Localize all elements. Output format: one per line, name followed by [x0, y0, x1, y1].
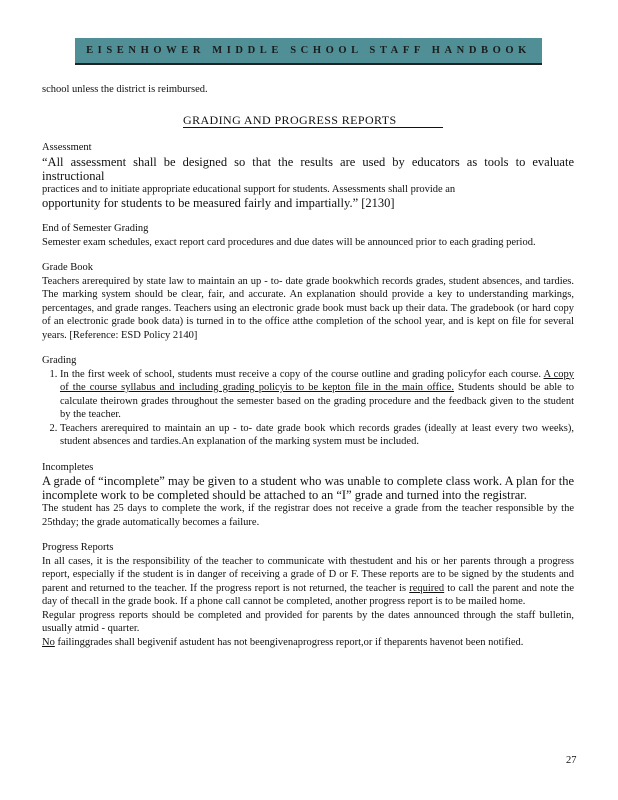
intro-line: school unless the district is reimbursed.: [42, 84, 208, 95]
assessment-quote-end: opportunity for students to be measured fairly and impartially.” [2130]: [42, 196, 395, 210]
section-title-text: GRADING AND PROGRESS REPORTS: [183, 113, 443, 128]
end-semester-text: Semester exam schedules, exact report card procedures and due dates will be announced prior to each grading period.: [42, 236, 536, 248]
progress-p1-a: In all cases, it is the responsibility of the teacher to communicate with thestudent and his or her parents through a progress report, especially if the student is in danger of receiving a grade of D or F. These reports are to be signed by the students and parent and returned to the teacher. If the progress report is not returned, the teacher is: [42, 555, 574, 594]
assessment-quote-start: “All assessment shall be designed so that the results are used by educators as tools to evaluate instructional: [42, 154, 574, 183]
assessment-quote-mid: practices and to initiate appropriate educational support for students. Assessments shall provide an: [42, 183, 456, 195]
end-semester-heading: End of Semester Grading: [42, 223, 149, 234]
progress-paragraph-2: Regular progress reports should be completed and provided for parents by the dates announced through the staff bulletin, usually atmid - quarter.: [42, 609, 574, 634]
page-content: [42, 83, 574, 649]
assessment-heading: Assessment: [42, 142, 92, 153]
incompletes-big-text: A grade of “incomplete” may be given to a student who was unable to complete class work. A plan for the incomplete work to be completed should be attached to an “I” grade and turned into the registrar.: [42, 474, 574, 502]
handbook-title: EISENHOWER MIDDLE SCHOOL STAFF HANDBOOK: [86, 45, 531, 56]
grading-item-1-b: Students should be able to calculate theirown grades throughout the semester based on the grading procedure and the feedback given to the student by the teacher.: [60, 382, 575, 420]
grading-item-2-text: Teachers arerequired to maintain an up - to- date grade book which records grades (ideally at least every two weeks), student absences and tardies.An explanation of the marking system must be included.: [60, 422, 574, 447]
grading-item-1-a: In the first week of school, students must receive a copy of the course outline and grading policyfor each course.: [60, 368, 542, 380]
grade-book-text: Teachers arerequired by state law to maintain an up - to- date grade bookwhich records grades, student absences, and tardies. The marking system should be clear, fair, and accurate. An explanation should provide a key to understanding markings, percentages, and grade ranges. Teachers using an electronic grade book must back up their data. The gradebook (or hard copy of an electronic grade book data) is turned in to the office atthe completion of the school year, and is kept on file for several years. [Reference: ESD Policy 2140]: [42, 275, 574, 341]
progress-heading: Progress Reports: [42, 542, 114, 553]
grade-book-heading: Grade Book: [42, 262, 94, 273]
grading-item-1-underlined: A copy of the course syllabus and including grading policyis to be kepton file in the main office.: [60, 368, 575, 393]
progress-paragraph-1: [42, 555, 574, 609]
grading-item-1: [60, 368, 574, 422]
section-title: [42, 114, 574, 128]
progress-p3-rest: failinggrades shall begivenif astudent has not beengivenaprogress report,or if theparents havenot been notified.: [57, 636, 524, 648]
progress-p1-underlined: required: [409, 582, 445, 594]
grading-item-2: [60, 422, 574, 449]
incompletes-small-text: The student has 25 days to complete the work, if the registrar does not receive a grade from the teacher responsible by the 25thday; the grade automatically becomes a failure.: [42, 503, 574, 528]
handbook-header-banner: [75, 38, 542, 65]
grading-list: [42, 368, 574, 449]
incompletes-heading: Incompletes: [42, 461, 94, 473]
grading-heading: Grading: [42, 355, 77, 366]
page-number: 27: [566, 755, 577, 766]
progress-paragraph-3: [42, 636, 574, 650]
progress-p3-underlined: No: [42, 636, 55, 648]
progress-p1-b: to call the parent and note the day of thecall in the grade book. If a phone call cannot be completed, another progress report is to be mailed home.: [42, 582, 575, 607]
